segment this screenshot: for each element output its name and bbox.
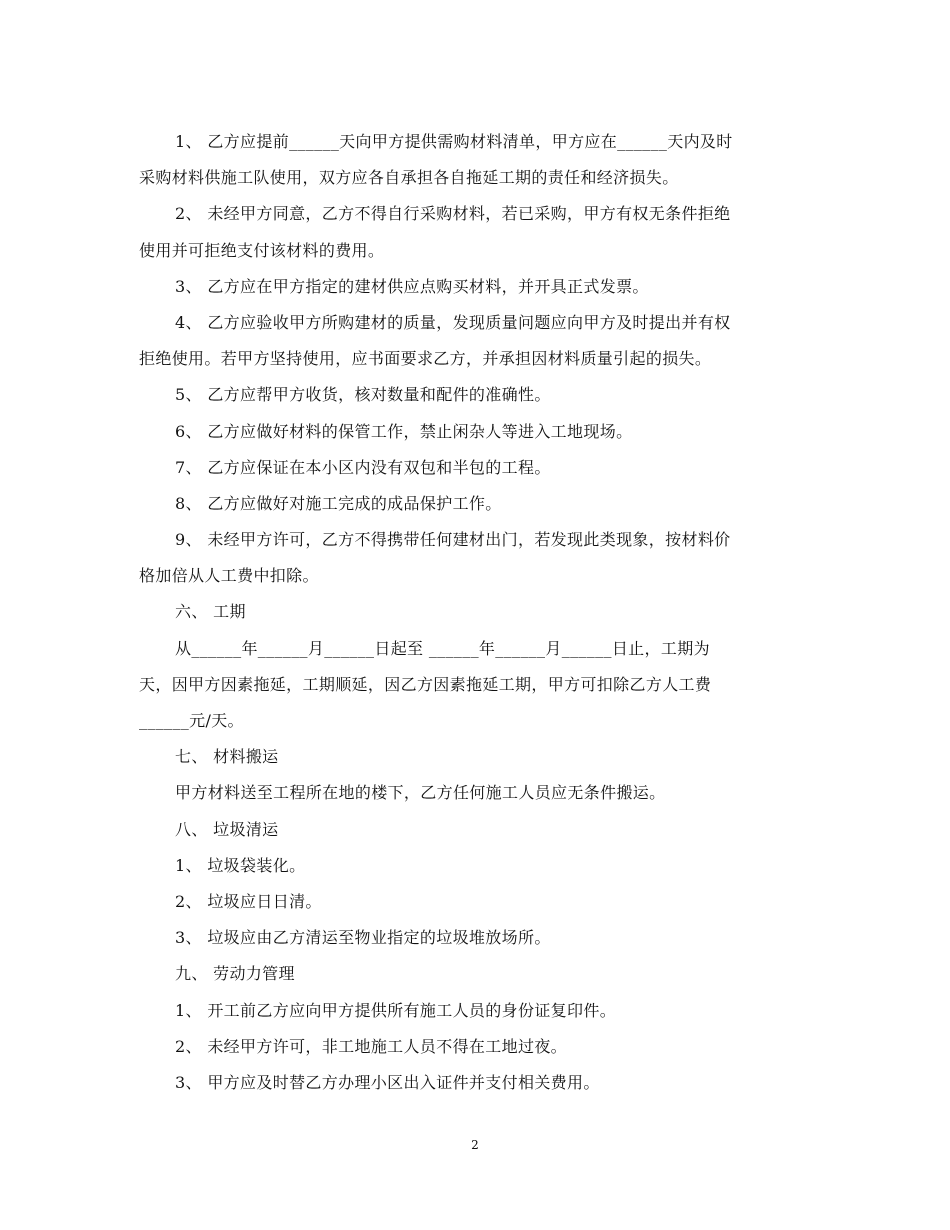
text-line: 9、 未经甲方许可，乙方不得携带任何建材出门，若发现此类现象，按材料价	[175, 530, 731, 550]
text-line: 2、 未经甲方许可，非工地施工人员不得在工地过夜。	[175, 1036, 568, 1056]
text-line: 2、 垃圾应日日清。	[175, 891, 322, 911]
text-line: 1、 垃圾袋装化。	[175, 855, 306, 875]
text-line: ______元/天。	[139, 711, 244, 730]
text-line: 天，因甲方因素拖延，工期顺延，因乙方因素拖延工期，甲方可扣除乙方人工费	[139, 674, 712, 694]
text-line: 5、 乙方应帮甲方收货，核对数量和配件的准确性。	[175, 385, 551, 405]
text-line: 甲方材料送至工程所在地的楼下，乙方任何施工人员应无条件搬运。	[175, 783, 666, 803]
text-line: 格加倍从人工费中扣除。	[139, 566, 319, 586]
text-line: 采购材料供施工队使用，双方应各自承担各自拖延工期的责任和经济损失。	[139, 168, 679, 188]
text-line: 7、 乙方应保证在本小区内没有双包和半包的工程。	[175, 457, 551, 477]
section-heading: 八、 垃圾清运	[175, 819, 279, 839]
section-heading: 九、 劳动力管理	[175, 964, 295, 984]
text-line: 从______年______月______日起至 ______年______月______日止，工期为	[175, 638, 710, 658]
text-line: 3、 甲方应及时替乙方办理小区出入证件并支付相关费用。	[175, 1072, 600, 1092]
document-body	[139, 124, 811, 1101]
text-line: 使用并可拒绝支付该材料的费用。	[139, 240, 385, 260]
text-line: 拒绝使用。若甲方坚持使用，应书面要求乙方，并承担因材料质量引起的损失。	[139, 349, 712, 369]
text-line: 8、 乙方应做好对施工完成的成品保护工作。	[175, 493, 502, 513]
text-line: 1、 乙方应提前______天向甲方提供需购材料清单，甲方应在______天内及时	[175, 132, 733, 151]
text-line: 3、 垃圾应由乙方清运至物业指定的垃圾堆放场所。	[175, 928, 551, 948]
section-heading: 六、 工期	[175, 602, 246, 622]
section-heading: 七、 材料搬运	[175, 747, 279, 767]
text-line: 3、 乙方应在甲方指定的建材供应点购买材料，并开具正式发票。	[175, 276, 649, 296]
text-line: 4、 乙方应验收甲方所购建材的质量，发现质量问题应向甲方及时提出并有权	[175, 312, 731, 332]
text-line: 6、 乙方应做好材料的保管工作，禁止闲杂人等进入工地现场。	[175, 421, 633, 441]
page-number: 2	[471, 1138, 479, 1152]
text-line: 1、 开工前乙方应向甲方提供所有施工人员的身份证复印件。	[175, 1000, 617, 1020]
text-line: 2、 未经甲方同意，乙方不得自行采购材料，若已采购，甲方有权无条件拒绝	[175, 204, 731, 224]
